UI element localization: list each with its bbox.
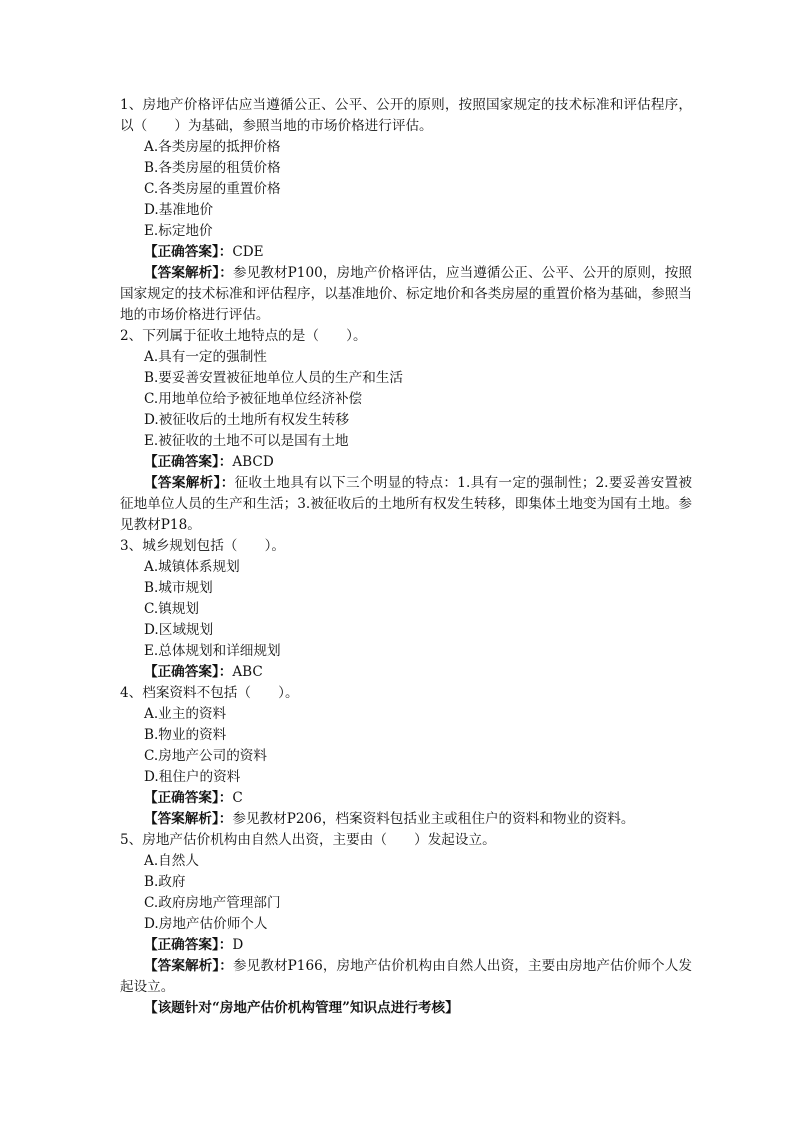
explanation-text: 征收土地具有以下三个明显的特点：1.具有一定的强制性；2.要妥善安置被征地单位人员的生产和生活；3.被征收后的土地所有权发生转移，即集体土地变为国有土地。参见教材P18。 (120, 475, 693, 533)
answer-value: D (232, 937, 244, 953)
option-a: A.各类房屋的抵押价格 (144, 139, 281, 155)
explanation-label: 【答案解析】： (144, 811, 233, 827)
option-c: C.镇规划 (144, 601, 200, 617)
explanation-label: 【答案解析】： (144, 958, 233, 974)
option-d: D.被征收后的土地所有权发生转移 (144, 412, 350, 428)
explanation-label: 【答案解析】： (144, 475, 235, 491)
option-b: B.各类房屋的租赁价格 (144, 160, 281, 176)
option-d: D.区域规划 (144, 622, 214, 638)
correct-answer (144, 242, 692, 263)
answer-label: 【正确答案】： (144, 937, 233, 953)
option-c: C.房地产公司的资料 (144, 748, 267, 764)
option-b: B.政府 (144, 874, 186, 890)
option-d: D.房地产估价师个人 (144, 916, 268, 932)
answer-explanation (120, 473, 692, 536)
option-b: B.城市规划 (144, 580, 213, 596)
question-stem: 2、下列属于征收土地特点的是（ ）。 (120, 328, 367, 344)
correct-answer (144, 452, 692, 473)
question-4 (120, 683, 692, 830)
explanation-text: 参见教材P100，房地产价格评估，应当遵循公正、公平、公开的原则，按照国家规定的技术标准和评估程序，以基准地价、标定地价和各类房屋的重置价格为基础，参照当地的市场价格进行评估。 (120, 265, 692, 323)
question-5 (120, 830, 692, 1019)
question-stem: 5、房地产估价机构由自然人出资，主要由（ ）发起设立。 (120, 832, 496, 848)
option-e: E.标定地价 (144, 223, 213, 239)
explanation-label: 【答案解析】： (144, 265, 233, 281)
question-1 (120, 95, 692, 326)
question-stem: 4、档案资料不包括（ ）。 (120, 685, 299, 701)
option-b: B.要妥善安置被征地单位人员的生产和生活 (144, 370, 403, 386)
option-c: C.用地单位给予被征地单位经济补偿 (144, 391, 363, 407)
correct-answer (144, 788, 692, 809)
option-a: A.自然人 (144, 853, 199, 869)
option-a: A.具有一定的强制性 (144, 349, 267, 365)
option-c: C.各类房屋的重置价格 (144, 181, 281, 197)
answer-value: ABC (232, 664, 263, 680)
option-e: E.被征收的土地不可以是国有土地 (144, 433, 349, 449)
answer-explanation (120, 263, 692, 326)
answer-explanation (120, 956, 692, 998)
question-stem: 1、房地产价格评估应当遵循公正、公平、公开的原则，按照国家规定的技术标准和评估程序，以（ ）为基础，参照当地的市场价格进行评估。 (120, 97, 692, 134)
answer-label: 【正确答案】： (144, 790, 233, 806)
question-list (120, 95, 692, 1019)
option-a: A.城镇体系规划 (144, 559, 240, 575)
explanation-text: 参见教材P166，房地产估价机构由自然人出资，主要由房地产估价师个人发起设立。 (120, 958, 692, 995)
answer-label: 【正确答案】： (144, 454, 233, 470)
answer-value: CDE (232, 244, 264, 260)
answer-explanation (120, 809, 692, 830)
answer-value: ABCD (232, 454, 274, 470)
question-3 (120, 536, 692, 683)
option-b: B.物业的资料 (144, 727, 227, 743)
option-d: D.租住户的资料 (144, 769, 241, 785)
option-c: C.政府房地产管理部门 (144, 895, 281, 911)
knowledge-point-note: 【该题针对“房地产估价机构管理”知识点进行考核】 (144, 1000, 459, 1016)
question-stem: 3、城乡规划包括（ ）。 (120, 538, 285, 554)
answer-label: 【正确答案】： (144, 244, 233, 260)
correct-answer (144, 935, 692, 956)
answer-label: 【正确答案】： (144, 664, 233, 680)
question-2 (120, 326, 692, 536)
option-a: A.业主的资料 (144, 706, 227, 722)
correct-answer (144, 662, 692, 683)
explanation-text: 参见教材P206，档案资料包括业主或租住户的资料和物业的资料。 (232, 811, 635, 827)
answer-value: C (232, 790, 243, 806)
option-e: E.总体规划和详细规划 (144, 643, 281, 659)
option-d: D.基准地价 (144, 202, 214, 218)
